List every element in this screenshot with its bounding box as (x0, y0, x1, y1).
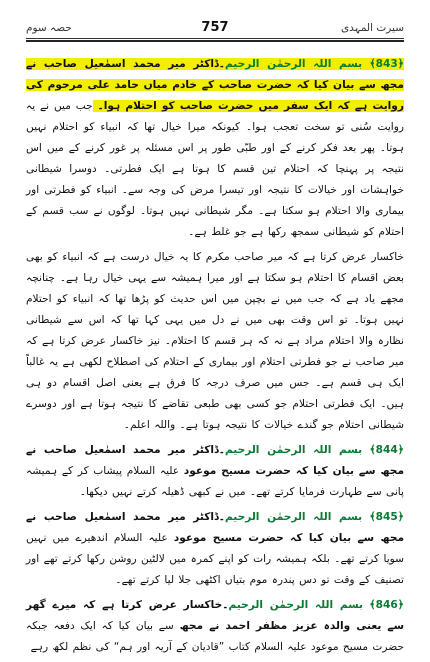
bismillah: بسم اللہ الرحمٰن الرحیم (228, 599, 363, 611)
narration-844 (26, 440, 404, 503)
bismillah: بسم اللہ الرحمٰن الرحیم (224, 511, 363, 523)
bismillah: بسم اللہ الرحمٰن الرحیم (224, 58, 363, 70)
part-label: حصہ سوم (26, 22, 72, 34)
narration-846 (26, 595, 404, 658)
header-rule (26, 38, 404, 39)
header-rule-thick (26, 40, 404, 42)
page-header (26, 18, 404, 40)
book-title: سیرت المہدی (340, 22, 404, 34)
narration-text: علیہ السلام اندھیرے میں نہیں سویا کرتے تھے۔ بلکہ ہمیشہ رات کو اپنے کمرہ میں لالٹین روشن رکھا کرتے تھے اور تصنیف کے وقت تو دس پندرہ موم بتیاں اکٹھی جلا لیا کرتے تھے۔ (26, 532, 404, 586)
commentary-text: خاکسار عرض کرتا ہے کہ میر صاحب مکرم کا یہ خیال درست ہے کہ انبیاء کو بھی بعض اقسام کا احتلام ہو سکتا ہے اور میرا ہمیشہ سے یہی خیال رہا ہے۔ چنانچہ مجھے یاد ہے کہ جب میں نے بچپن میں اس حدیث کو پڑھا تھا کہ انبیاء کو احتلام نہیں ہوتا۔ تو اس وقت بھی میں نے دل میں یہی کہا تھا کہ اس سے شیطانی نظارہ والا احتلام مراد ہے نہ کہ ہر قسم کا احتلام۔ نیز خاکسار عرض کرتا ہے کہ میر صاحب نے جو فطرتی احتلام اور بیماری کے احتلام کی اصطلاح لکھی ہے یہ غالباً ایک ہی قسم ہے۔ جس میں صرف درجہ کا فرق ہے یعنی اصل اقسام دو ہی ہیں۔ ایک فطرتی احتلام جو کسی بھی طبعی تقاضے کا نتیجہ ہوتا ہے اور دوسرے شیطانی احتلام جو گندے خیالات کا نتیجہ ہوتا ہے۔ واللہ اعلم۔ (26, 251, 404, 431)
narration-text: جب میں نے یہ روایت سُنی تو سخت تعجب ہوا۔ کیونکہ میرا خیال تھا کہ انبیاء کو احتلام نہیں ہوتا۔ پھر بعد فکر کرنے کے اور طبّی طور پر اس مسئلہ پر غور کرنے کے میں اس نتیجہ پر پہنچا کہ احتلام تین قسم کا ہوتا ہے ایک فطرتی۔ دوسرا شیطانی خواہشات اور خیالات کا نتیجہ اور تیسرا مرض کی وجہ سے۔ انبیاء کو فطرتی اور بیماری والا احتلام ہو سکتا ہے۔ مگر شیطانی نہیں ہوتا۔ لوگوں نے سب قسم کے احتلام کو شیطانی سمجھ رکھا ہے جو غلط ہے۔ (26, 100, 404, 238)
narrator-line: ۔ڈاکٹر میر محمد اسمٰعیل صاحب نے مجھ سے بیان کیا کہ حضرت صاحب کے خادم میاں حامد علی مرحوم کی روایت ہے کہ ایک سفر میں حضرت صاحب کو احتلام ہوا۔ (26, 58, 404, 112)
narration-845 (26, 507, 404, 591)
page-number: 757 (201, 20, 229, 35)
narrator-line: ۔خاکسار عرض کرتا ہے کہ میرے گھر سے یعنی والدہ عزیز مظفر احمد نے مجھ (26, 599, 405, 632)
narration-number: ﴿844﴾ (369, 444, 404, 456)
page-body (26, 54, 404, 662)
narration-number: ﴿845﴾ (369, 511, 404, 523)
narration-number: ﴿846﴾ (369, 599, 404, 611)
bismillah: بسم اللہ الرحمٰن الرحیم (224, 444, 363, 456)
commentary-paragraph (26, 247, 404, 436)
narration-text: علیہ السلام پیشاب کر کے ہمیشہ پانی سے طہارت فرمایا کرتے تھے۔ میں نے کبھی ڈھیلہ کرتے نہیں دیکھا۔ (26, 465, 404, 498)
narration-text: سے بیان کیا کہ ایک دفعہ جبکہ حضرت مسیح موعود علیہ السلام کتاب ”قادیان کے آریہ اور ہم“ کی نظم لکھ رہے (26, 620, 404, 653)
narration-number: ﴿843﴾ (369, 58, 404, 70)
narration-843 (26, 54, 404, 243)
narrator-line: ۔ڈاکٹر میر محمد اسمٰعیل صاحب نے مجھ سے بیان کیا کہ حضرت مسیح موعود (26, 511, 405, 544)
narrator-line: ۔ڈاکٹر میر محمد اسمٰعیل صاحب نے مجھ سے بیان کیا کہ حضرت مسیح موعود (26, 444, 405, 477)
